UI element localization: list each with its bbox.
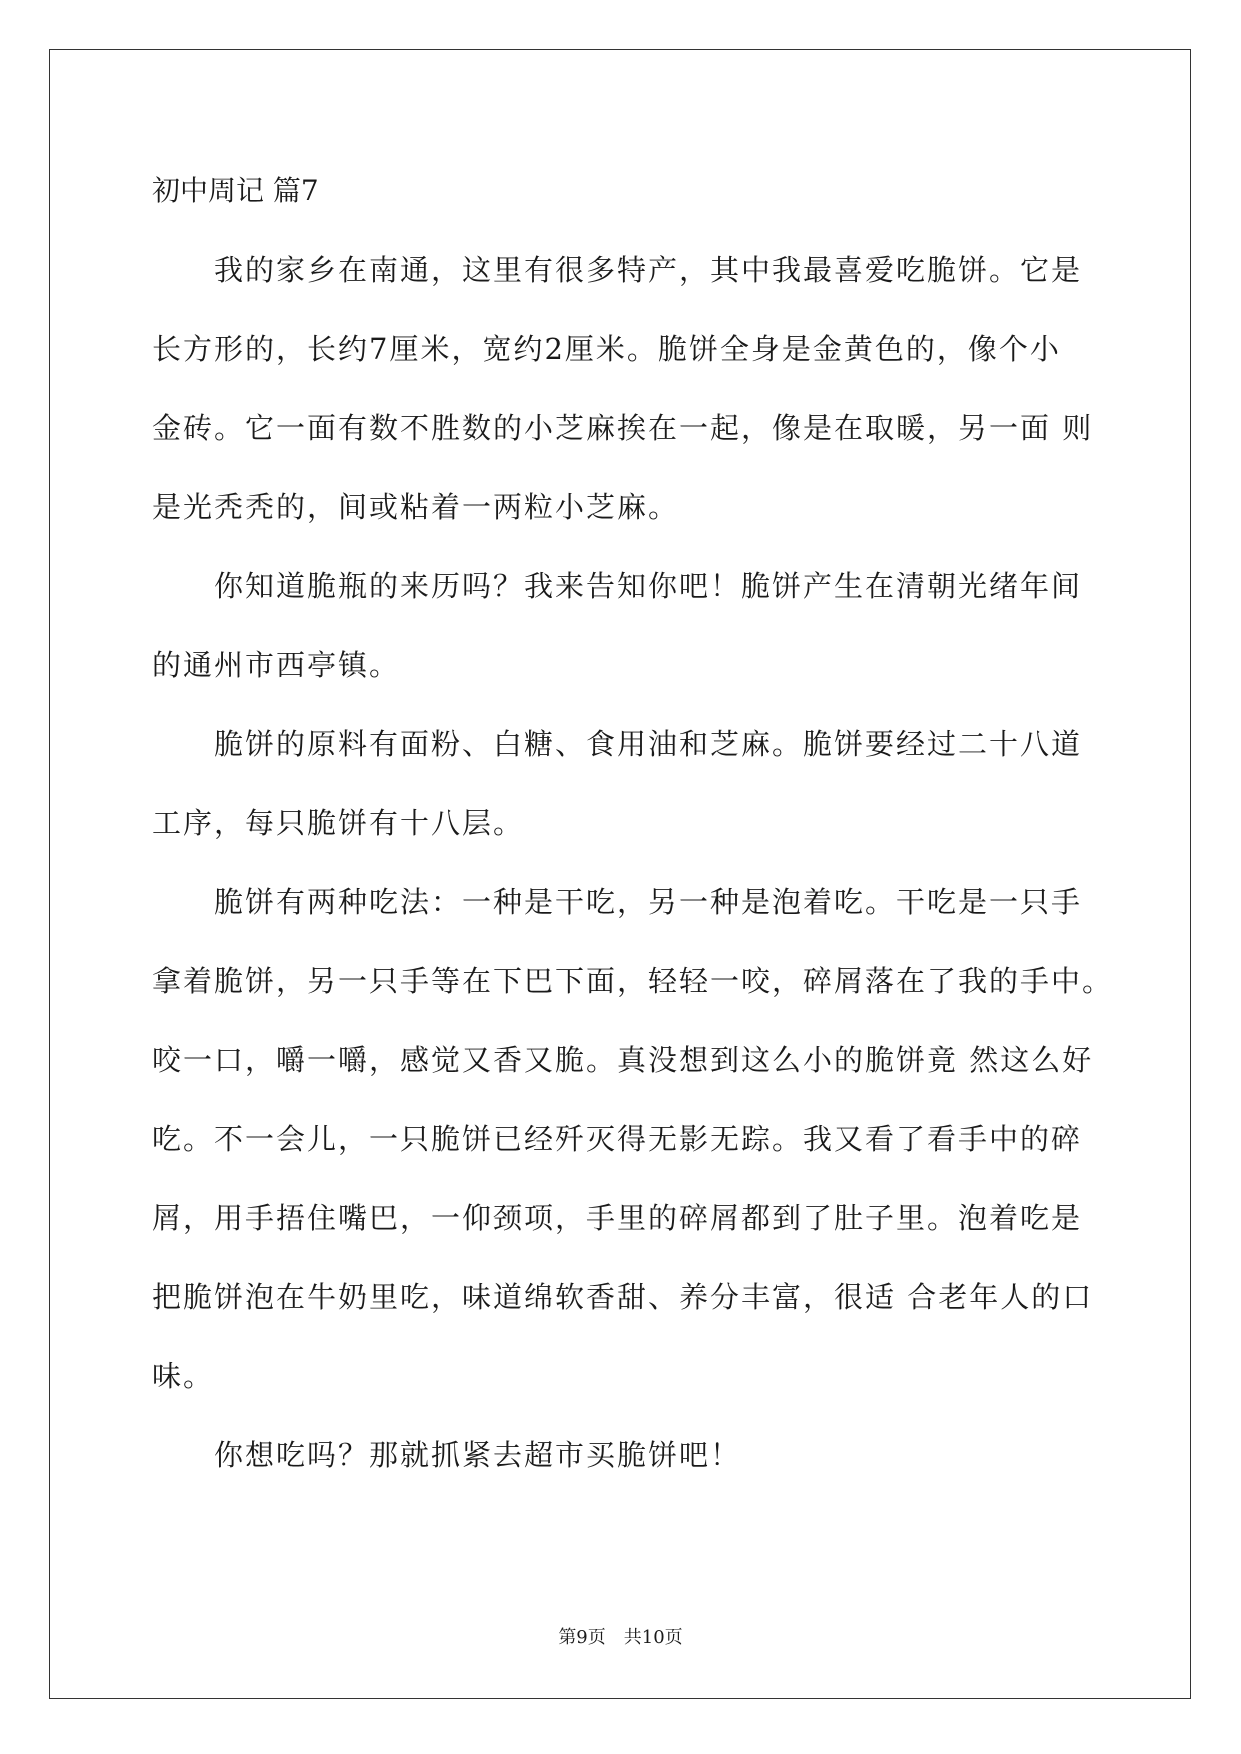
- paragraph-3: [152, 717, 1092, 850]
- paragraph-line: 我的家乡在南通，这里有很多特产，其中我最喜爱吃脆饼。它是: [214, 253, 1083, 287]
- paragraph-1: [152, 243, 1092, 534]
- paragraph-2: [152, 559, 1092, 692]
- document-body: [152, 164, 1114, 1482]
- paragraph-line: 脆饼的原料有面粉、白糖、食用油和芝麻。脆饼要经过二十八道: [214, 727, 1083, 761]
- page-footer: [0, 1626, 1241, 1650]
- paragraph-line: 吃。不一会儿，一只脆饼已经歼灭得无影无踪。我又看了看手中的碎: [152, 1122, 1083, 1156]
- paragraph-line: 拿着脆饼，另一只手等在下巴下面，轻轻一咬，碎屑落在了我的手中。: [152, 964, 1114, 998]
- document-heading: 初中周记 篇7: [152, 174, 319, 207]
- paragraph-4: [152, 875, 1114, 1403]
- paragraph-line: 是光秃秃的，间或粘着一两粒小芝麻。: [152, 490, 680, 524]
- paragraph-line: 屑，用手捂住嘴巴，一仰颈项，手里的碎屑都到了肚子里。泡着吃是: [152, 1201, 1083, 1235]
- paragraph-line: 味。: [152, 1359, 215, 1393]
- paragraph-line: 把脆饼泡在牛奶里吃，味道绵软香甜、养分丰富，很适 合老年人的口: [152, 1280, 1094, 1314]
- paragraph-line: 金砖。它一面有数不胜数的小芝麻挨在一起，像是在取暖，另一面 则: [152, 411, 1094, 445]
- paragraph-line: 的通州市西亭镇。: [152, 648, 401, 682]
- paragraph-line: 工序，每只脆饼有十八层。: [152, 806, 525, 840]
- paragraph-line: 脆饼有两种吃法：一种是干吃，另一种是泡着吃。干吃是一只手: [214, 885, 1083, 919]
- paragraph-line: 你想吃吗？那就抓紧去超市买脆饼吧！: [214, 1438, 742, 1472]
- paragraph-line: 你知道脆瓶的来历吗？我来告知你吧！脆饼产生在清朝光绪年间: [214, 569, 1083, 603]
- paragraph-5: [152, 1428, 1092, 1482]
- paragraph-line: 长方形的，长约7厘米，宽约2厘米。脆饼全身是金黄色的，像个小: [152, 332, 1061, 366]
- paragraph-line: 咬一口，嚼一嚼，感觉又香又脆。真没想到这么小的脆饼竟 然这么好: [152, 1043, 1094, 1077]
- page-total: 共10页: [623, 1627, 683, 1648]
- page-number: 第9页: [558, 1627, 606, 1648]
